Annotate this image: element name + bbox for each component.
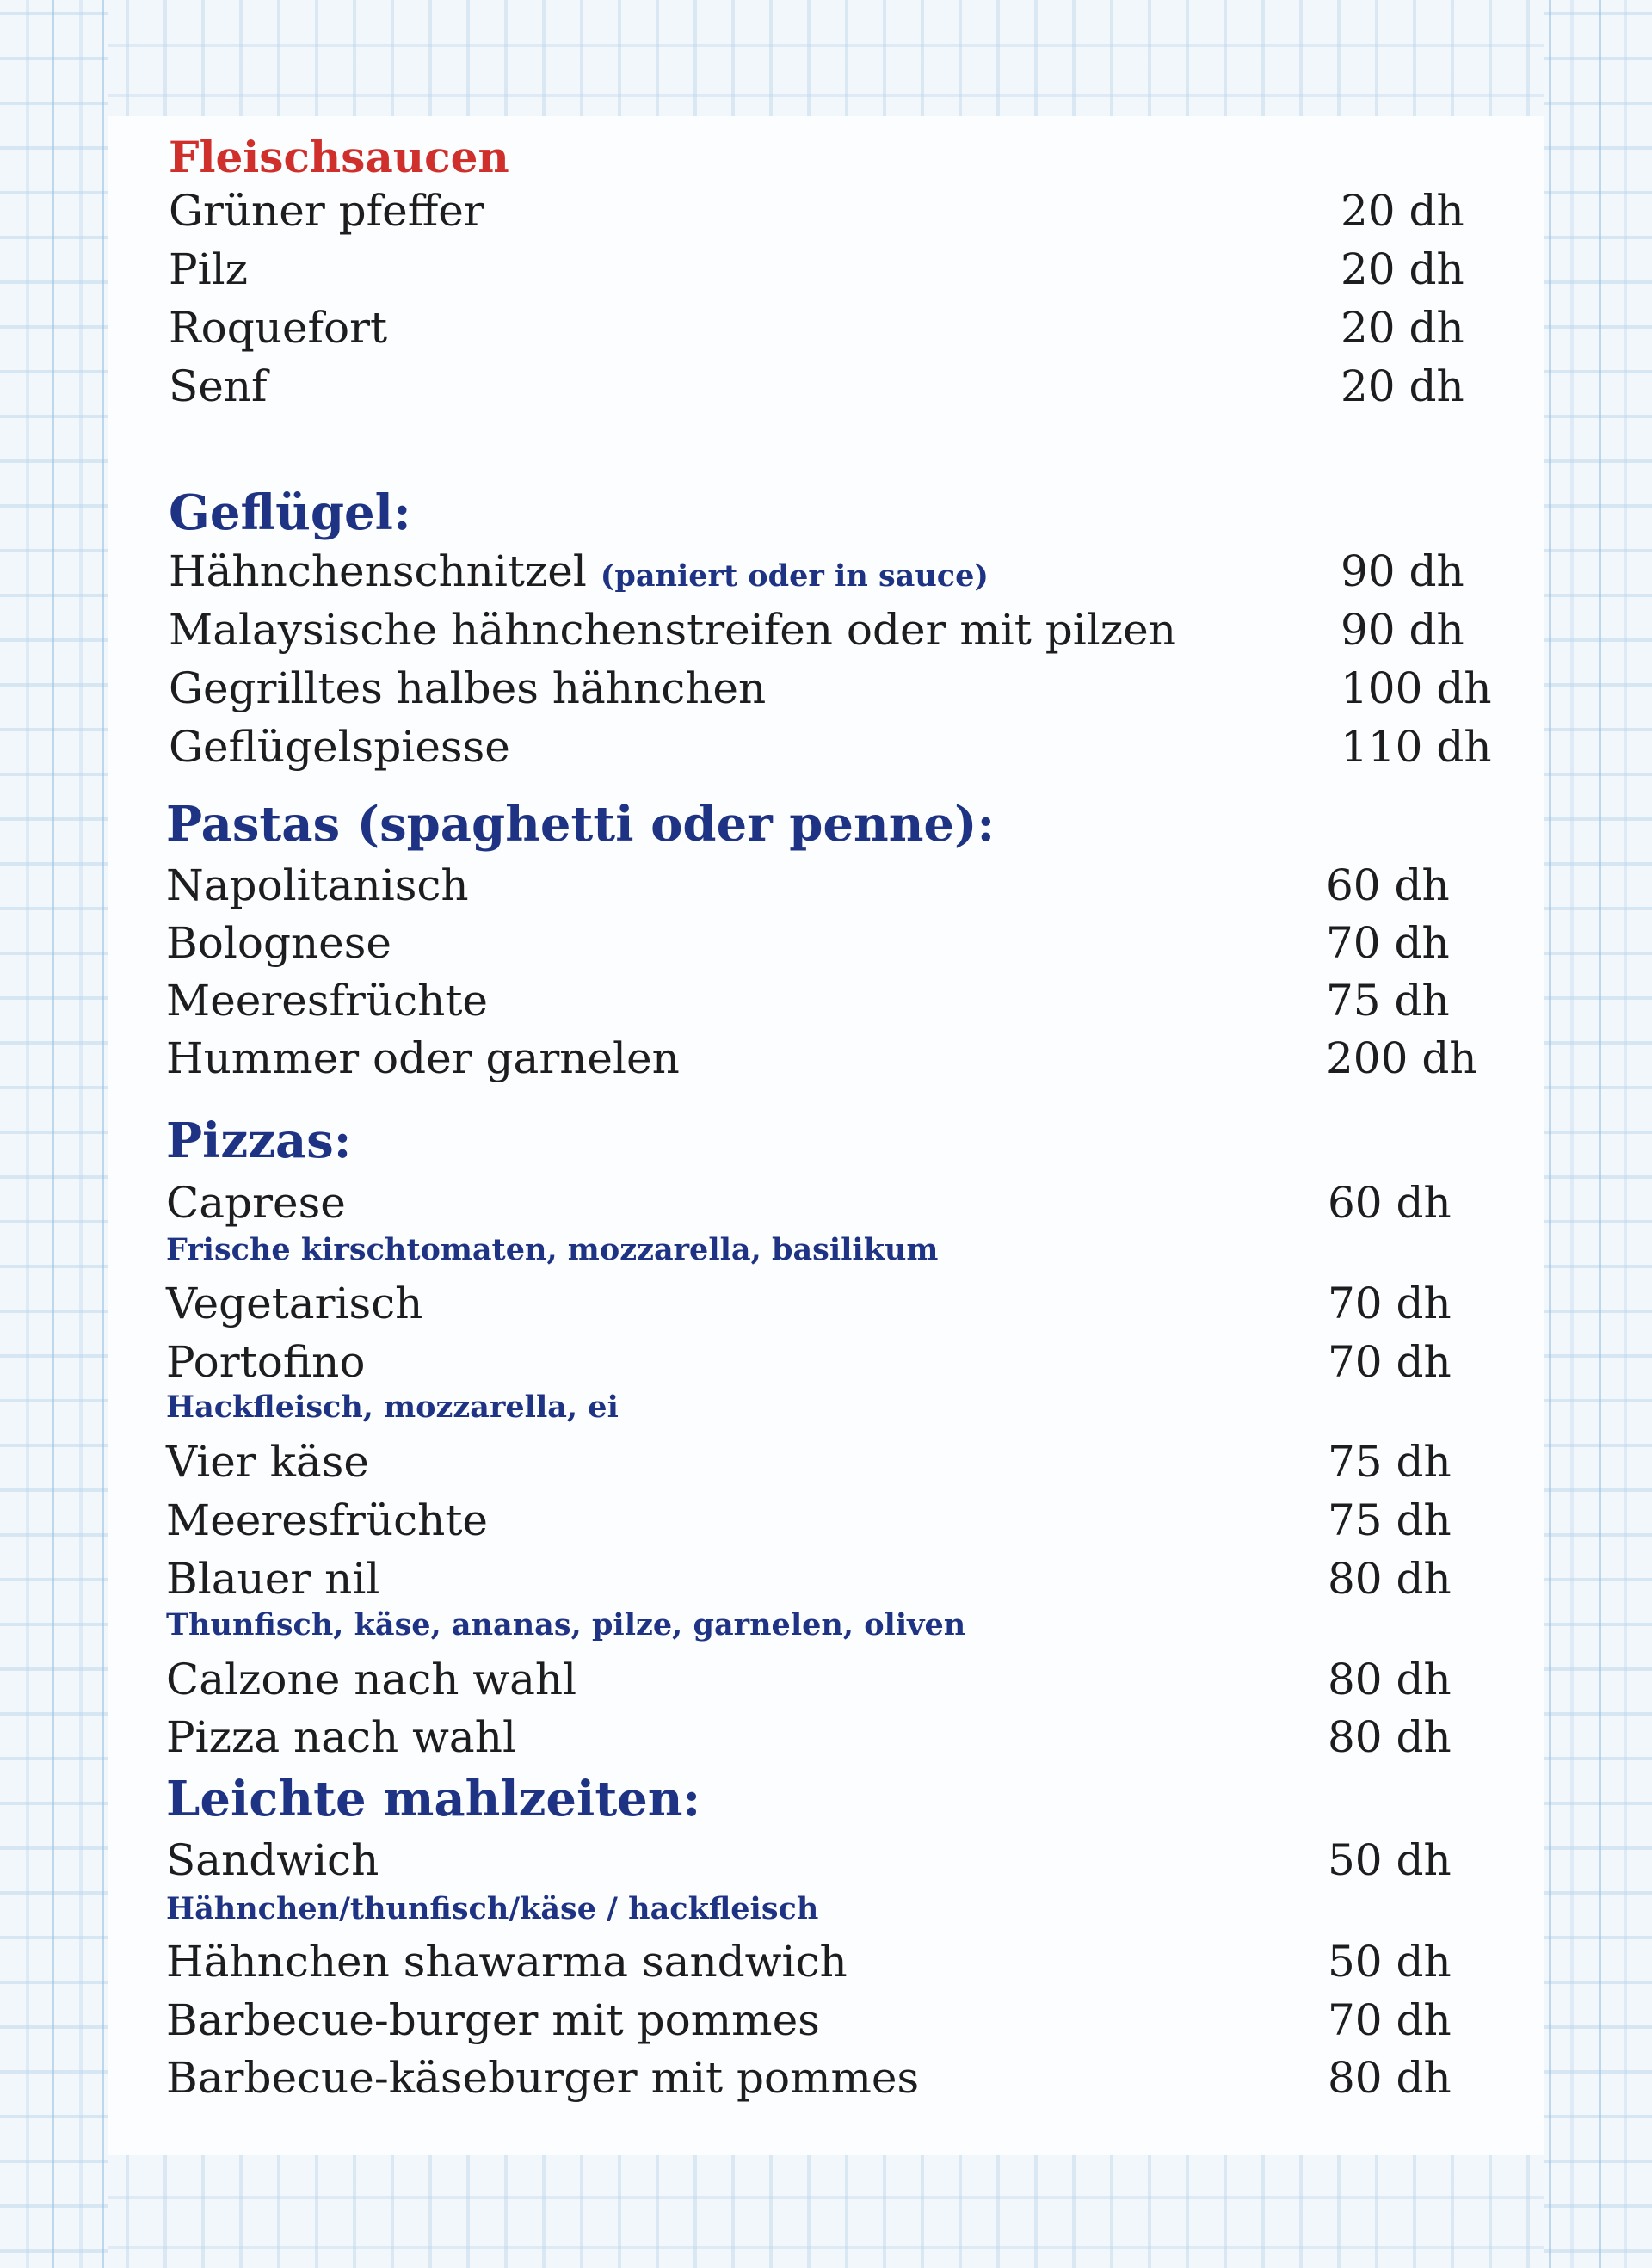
menu-item-price: 80 dh xyxy=(1328,1712,1452,1762)
menu-item-note: Hähnchen/thunfisch/käse / hackfleisch xyxy=(166,1891,819,1926)
menu-item-price: 75 dh xyxy=(1328,1495,1452,1545)
menu-item-price: 70 dh xyxy=(1328,1337,1452,1387)
menu-item-price: 90 dh xyxy=(1341,546,1464,596)
menu-item-price: 70 dh xyxy=(1326,918,1450,968)
menu-item-name: Sandwich xyxy=(166,1835,379,1885)
menu-item-name: Barbecue-käseburger mit pommes xyxy=(166,2053,920,2103)
menu-item-name: Bolognese xyxy=(166,918,391,968)
menu-item-name: Gegrilltes halbes hähnchen xyxy=(169,663,767,713)
menu-item-name: Vier käse xyxy=(166,1437,369,1487)
menu-item-price: 200 dh xyxy=(1326,1033,1477,1083)
section-title-leichte-mahlzeiten: Leichte mahlzeiten: xyxy=(166,1771,701,1827)
menu-item-name: Hummer oder garnelen xyxy=(166,1033,680,1083)
menu-item-note: Thunfisch, käse, ananas, pilze, garnelen, oliven xyxy=(166,1607,966,1642)
menu-item-price: 75 dh xyxy=(1326,976,1450,1026)
menu-item-name xyxy=(169,546,989,596)
menu-item-name: Meeresfrüchte xyxy=(166,976,489,1026)
menu-item-price: 110 dh xyxy=(1341,722,1492,772)
menu-item-name: Geflügelspiesse xyxy=(169,722,510,772)
hieroglyph-border-bottom xyxy=(0,2155,1652,2268)
menu-item-price: 80 dh xyxy=(1328,1655,1452,1704)
menu-item-name: Vegetarisch xyxy=(166,1279,423,1328)
section-title-pizzas: Pizzas: xyxy=(166,1112,352,1169)
menu-item-name: Pizza nach wahl xyxy=(166,1712,516,1762)
menu-item-name: Grüner pfeffer xyxy=(169,186,484,236)
menu-item-price: 80 dh xyxy=(1328,2053,1452,2103)
hieroglyph-border-top xyxy=(0,0,1652,116)
menu-item-note: Hackfleisch, mozzarella, ei xyxy=(166,1390,619,1425)
menu-item-price: 20 dh xyxy=(1341,303,1464,353)
menu-item-name: Senf xyxy=(169,361,268,411)
border-divider xyxy=(102,0,104,2268)
menu-item-price: 70 dh xyxy=(1328,1279,1452,1328)
menu-item-price: 20 dh xyxy=(1341,244,1464,294)
menu-item-name: Roquefort xyxy=(169,303,388,353)
menu-item-name: Napolitanisch xyxy=(166,860,469,910)
menu-item-price: 100 dh xyxy=(1341,663,1492,713)
menu-item-name: Caprese xyxy=(166,1178,346,1228)
border-divider xyxy=(1599,0,1601,2268)
section-title-gefluegel: Geflügel: xyxy=(169,484,411,541)
menu-item-name: Pilz xyxy=(169,244,248,294)
menu-item-name: Blauer nil xyxy=(166,1554,380,1604)
menu-item-name: Barbecue-burger mit pommes xyxy=(166,1995,820,2045)
menu-item-note: Frische kirschtomaten, mozzarella, basilikum xyxy=(166,1232,939,1267)
menu-item-label: Hähnchenschnitzel xyxy=(169,546,587,596)
menu-item-name: Malaysische hähnchenstreifen oder mit pilzen xyxy=(169,605,1176,655)
menu-item-price: 60 dh xyxy=(1326,860,1450,910)
section-title-pastas: Pastas (spaghetti oder penne): xyxy=(166,796,996,853)
menu-item-price: 80 dh xyxy=(1328,1554,1452,1604)
menu-item-price: 20 dh xyxy=(1341,361,1464,411)
menu-item-price: 60 dh xyxy=(1328,1178,1452,1228)
menu-item-name: Meeresfrüchte xyxy=(166,1495,489,1545)
menu-item-name: Portofino xyxy=(166,1337,366,1387)
menu-item-price: 50 dh xyxy=(1328,1835,1452,1885)
menu-item-price: 75 dh xyxy=(1328,1437,1452,1487)
menu-item-price: 90 dh xyxy=(1341,605,1464,655)
menu-item-price: 50 dh xyxy=(1328,1937,1452,1987)
section-title-fleischsaucen: Fleischsaucen xyxy=(169,132,509,182)
menu-item-price: 20 dh xyxy=(1341,186,1464,236)
menu-item-note: (paniert oder in sauce) xyxy=(600,558,989,594)
menu-item-name: Hähnchen shawarma sandwich xyxy=(166,1937,848,1987)
menu-item-price: 70 dh xyxy=(1328,1995,1452,2045)
border-divider xyxy=(52,0,54,2268)
menu-item-name: Calzone nach wahl xyxy=(166,1655,577,1704)
border-divider xyxy=(1549,0,1551,2268)
